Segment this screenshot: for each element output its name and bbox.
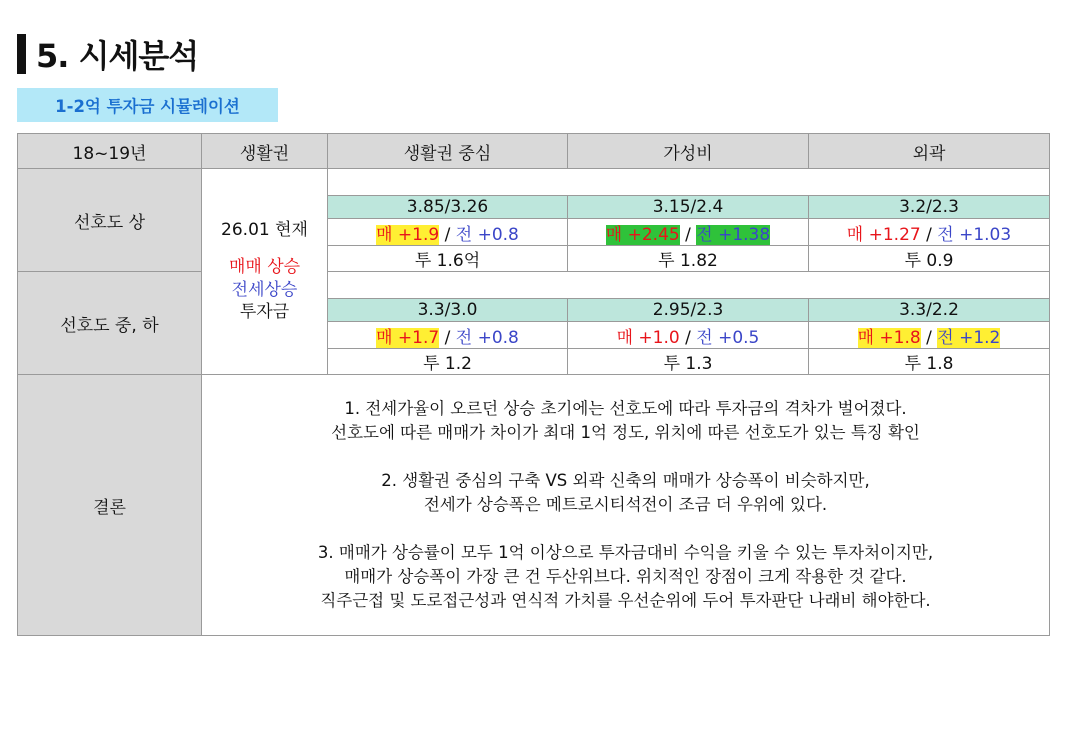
conclusion-paragraph xyxy=(202,469,1049,517)
separator: / xyxy=(444,327,451,348)
sale-up-label: 매매 상승 xyxy=(228,256,301,277)
separator: / xyxy=(685,224,691,245)
sale-change: 매 +1.27 xyxy=(846,224,921,245)
separator: / xyxy=(926,224,932,245)
blank-cell xyxy=(328,272,1050,299)
conclusion-line: 전세가 상승폭은 메트로시티석전이 조금 더 우위에 있다. xyxy=(423,495,828,515)
header-row xyxy=(18,134,1050,169)
conclusion-line: 3. 매매가 상승률이 모두 1억 이상으로 투자금대비 수익을 키울 수 있는 투자처이지만, xyxy=(317,542,934,562)
header-cell-value: 가성비 xyxy=(568,134,809,169)
row-label-mid-low: 선호도 중, 하 xyxy=(18,272,202,375)
current-date-label: 26.01 현재 xyxy=(221,219,308,240)
invest-cell: 투 1.2 xyxy=(328,349,568,375)
change-cell xyxy=(328,219,568,246)
status-cell xyxy=(202,169,328,375)
price-cell: 3.85/3.26 xyxy=(328,196,568,219)
separator: / xyxy=(926,327,932,348)
conclusion-line: 선호도에 따른 매매가 차이가 최대 1억 정도, 위치에 따른 선호도가 있는 특징 확인 xyxy=(331,423,920,443)
jeonse-change: 전 +1.03 xyxy=(937,224,1012,245)
invest-cell: 투 1.82 xyxy=(568,246,809,272)
conclusion-line: 2. 생활권 중심의 구축 VS 외곽 신축의 매매가 상승폭이 비슷하지만, xyxy=(381,471,870,491)
header-cell-outskirts: 외곽 xyxy=(809,134,1050,169)
jeonse-up-label: 전세상승 xyxy=(231,279,298,300)
header-cell-center: 생활권 중심 xyxy=(328,134,568,169)
conclusion-paragraph xyxy=(202,397,1049,445)
page-title-text: 5. 시세분석 xyxy=(36,37,199,75)
price-cell: 2.95/2.3 xyxy=(568,299,809,322)
conclusion-row xyxy=(18,375,1050,636)
row-label-high: 선호도 상 xyxy=(18,169,202,272)
separator: / xyxy=(685,327,691,348)
conclusion-body xyxy=(202,375,1050,636)
price-cell: 3.2/2.3 xyxy=(809,196,1050,219)
invest-cell: 투 1.3 xyxy=(568,349,809,375)
change-cell xyxy=(568,219,809,246)
header-cell-area: 생활권 xyxy=(202,134,328,169)
sale-change: 매 +1.7 xyxy=(376,327,440,348)
jeonse-change: 전 +1.38 xyxy=(696,224,771,245)
change-cell xyxy=(568,322,809,349)
conclusion-line: 직주근접 및 도로접근성과 연식적 가치를 우선순위에 두어 투자판단 나래비 해야한다. xyxy=(320,590,931,610)
analysis-table xyxy=(17,133,1050,636)
sale-change: 매 +1.8 xyxy=(857,327,921,348)
conclusion-paragraph xyxy=(202,541,1049,613)
row-high-blank xyxy=(18,169,1050,196)
sale-change: 매 +1.0 xyxy=(616,327,680,348)
sale-change: 매 +1.9 xyxy=(376,224,440,245)
section-subtitle: 1-2억 투자금 시뮬레이션 xyxy=(17,88,278,122)
conclusion-line: 매매가 상승폭이 가장 큰 건 두산위브다. 위치적인 장점이 크게 작용한 것 같다. xyxy=(344,566,907,586)
jeonse-change: 전 +0.5 xyxy=(696,327,760,348)
title-accent-bar xyxy=(17,34,26,74)
invest-cell: 투 1.6억 xyxy=(328,246,568,272)
blank-cell xyxy=(328,169,1050,196)
separator: / xyxy=(444,224,451,245)
header-cell-year: 18~19년 xyxy=(18,134,202,169)
page-title xyxy=(17,33,198,75)
invest-cell: 투 0.9 xyxy=(809,246,1050,272)
price-cell: 3.3/3.0 xyxy=(328,299,568,322)
jeonse-change: 전 +0.8 xyxy=(455,327,519,348)
invest-label: 투자금 xyxy=(239,302,290,323)
price-cell: 3.3/2.2 xyxy=(809,299,1050,322)
price-cell: 3.15/2.4 xyxy=(568,196,809,219)
change-cell xyxy=(809,219,1050,246)
conclusion-label: 결론 xyxy=(18,375,202,636)
change-cell xyxy=(328,322,568,349)
jeonse-change: 전 +1.2 xyxy=(937,327,1001,348)
invest-cell: 투 1.8 xyxy=(809,349,1050,375)
conclusion-line: 1. 전세가율이 오르던 상승 초기에는 선호도에 따라 투자금의 격차가 벌어졌다. xyxy=(344,399,907,419)
sale-change: 매 +2.45 xyxy=(605,224,680,245)
jeonse-change: 전 +0.8 xyxy=(455,224,519,245)
row-mid-blank xyxy=(18,272,1050,299)
change-cell xyxy=(809,322,1050,349)
